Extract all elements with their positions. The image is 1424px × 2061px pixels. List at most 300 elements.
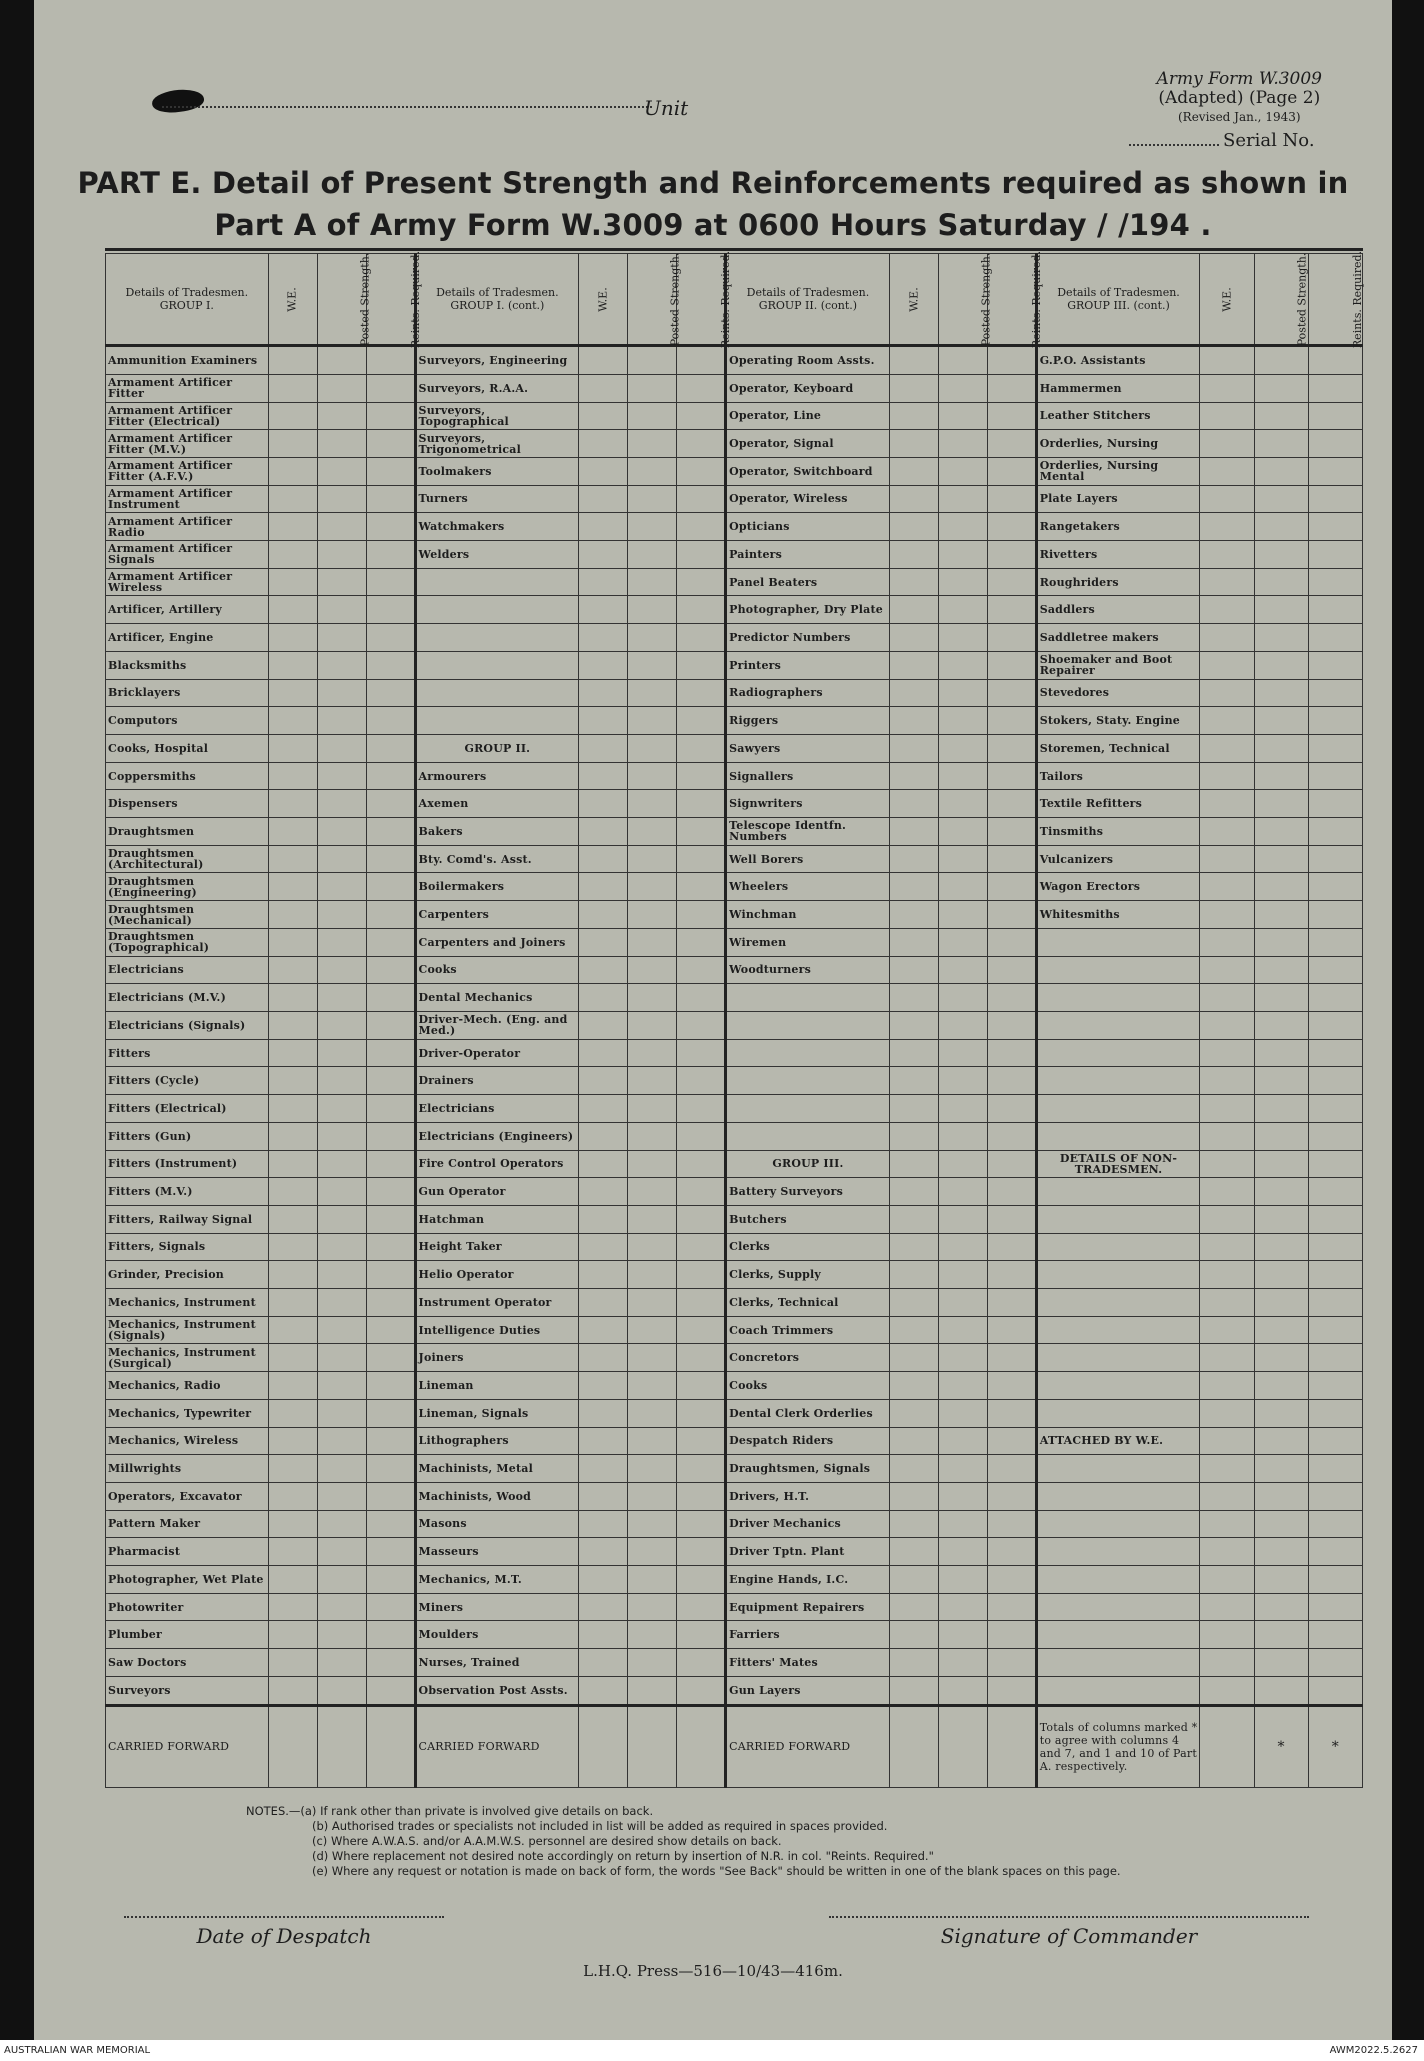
posted-strength-cell[interactable]: [938, 1205, 987, 1233]
reints-required-cell[interactable]: [677, 1372, 726, 1400]
posted-strength-cell[interactable]: [1254, 1289, 1308, 1317]
we-cell[interactable]: [889, 1150, 938, 1178]
we-cell[interactable]: [268, 513, 317, 541]
posted-strength-cell[interactable]: [317, 734, 366, 762]
reints-required-cell[interactable]: [1308, 734, 1362, 762]
posted-strength-cell[interactable]: [317, 1205, 366, 1233]
we-cell[interactable]: [1200, 1011, 1254, 1039]
posted-strength-cell[interactable]: [628, 1122, 677, 1150]
we-cell[interactable]: [1200, 1372, 1254, 1400]
we-cell[interactable]: [889, 790, 938, 818]
reints-required-cell[interactable]: [677, 513, 726, 541]
posted-strength-cell[interactable]: [1254, 679, 1308, 707]
we-cell[interactable]: [579, 818, 628, 846]
we-cell[interactable]: [579, 374, 628, 402]
reints-required-cell[interactable]: [366, 1178, 415, 1206]
posted-strength-cell[interactable]: [628, 790, 677, 818]
reints-required-cell[interactable]: [1308, 1316, 1362, 1344]
reints-required-cell[interactable]: [677, 1621, 726, 1649]
posted-strength-cell[interactable]: [628, 651, 677, 679]
posted-strength-cell[interactable]: [938, 1261, 987, 1289]
we-cell[interactable]: [268, 1067, 317, 1095]
we-cell[interactable]: [268, 1621, 317, 1649]
we-cell[interactable]: [889, 402, 938, 430]
posted-strength-cell[interactable]: [1254, 790, 1308, 818]
we-cell[interactable]: [579, 1067, 628, 1095]
reints-required-cell[interactable]: [677, 541, 726, 569]
posted-strength-cell[interactable]: [628, 1649, 677, 1677]
reints-required-cell[interactable]: *: [1308, 1705, 1362, 1787]
posted-strength-cell[interactable]: [1254, 651, 1308, 679]
posted-strength-cell[interactable]: [628, 1344, 677, 1372]
we-cell[interactable]: [1200, 1205, 1254, 1233]
reints-required-cell[interactable]: [987, 873, 1036, 901]
reints-required-cell[interactable]: [1308, 1372, 1362, 1400]
reints-required-cell[interactable]: [366, 679, 415, 707]
reints-required-cell[interactable]: [1308, 457, 1362, 485]
reints-required-cell[interactable]: [677, 762, 726, 790]
posted-strength-cell[interactable]: [938, 818, 987, 846]
reints-required-cell[interactable]: [366, 1205, 415, 1233]
reints-required-cell[interactable]: [366, 1566, 415, 1594]
we-cell[interactable]: [1200, 1538, 1254, 1566]
we-cell[interactable]: [579, 1095, 628, 1123]
reints-required-cell[interactable]: [366, 1399, 415, 1427]
reints-required-cell[interactable]: [1308, 901, 1362, 929]
we-cell[interactable]: [889, 1649, 938, 1677]
posted-strength-cell[interactable]: [317, 1261, 366, 1289]
posted-strength-cell[interactable]: [1254, 1316, 1308, 1344]
posted-strength-cell[interactable]: [317, 1095, 366, 1123]
reints-required-cell[interactable]: [987, 430, 1036, 458]
reints-required-cell[interactable]: [366, 1538, 415, 1566]
reints-required-cell[interactable]: [987, 1649, 1036, 1677]
posted-strength-cell[interactable]: [317, 901, 366, 929]
posted-strength-cell[interactable]: [938, 1150, 987, 1178]
reints-required-cell[interactable]: [1308, 1178, 1362, 1206]
posted-strength-cell[interactable]: [938, 1566, 987, 1594]
posted-strength-cell[interactable]: [1254, 845, 1308, 873]
posted-strength-cell[interactable]: [317, 346, 366, 375]
we-cell[interactable]: [268, 928, 317, 956]
posted-strength-cell[interactable]: [317, 1039, 366, 1067]
posted-strength-cell[interactable]: [1254, 346, 1308, 375]
reints-required-cell[interactable]: [366, 1039, 415, 1067]
we-cell[interactable]: [268, 624, 317, 652]
posted-strength-cell[interactable]: [628, 845, 677, 873]
we-cell[interactable]: [268, 1261, 317, 1289]
we-cell[interactable]: [268, 1372, 317, 1400]
reints-required-cell[interactable]: [366, 1261, 415, 1289]
posted-strength-cell[interactable]: [317, 651, 366, 679]
we-cell[interactable]: [889, 1122, 938, 1150]
reints-required-cell[interactable]: [987, 1344, 1036, 1372]
reints-required-cell[interactable]: [1308, 1233, 1362, 1261]
we-cell[interactable]: [579, 1621, 628, 1649]
we-cell[interactable]: [889, 1593, 938, 1621]
posted-strength-cell[interactable]: [628, 1178, 677, 1206]
posted-strength-cell[interactable]: [938, 1122, 987, 1150]
reints-required-cell[interactable]: [366, 1344, 415, 1372]
reints-required-cell[interactable]: [987, 1593, 1036, 1621]
posted-strength-cell[interactable]: [938, 1455, 987, 1483]
posted-strength-cell[interactable]: [317, 1372, 366, 1400]
posted-strength-cell[interactable]: [1254, 1455, 1308, 1483]
posted-strength-cell[interactable]: [317, 1316, 366, 1344]
we-cell[interactable]: [579, 928, 628, 956]
we-cell[interactable]: [1200, 1593, 1254, 1621]
reints-required-cell[interactable]: [677, 568, 726, 596]
posted-strength-cell[interactable]: [628, 1593, 677, 1621]
posted-strength-cell[interactable]: [628, 734, 677, 762]
posted-strength-cell[interactable]: [628, 457, 677, 485]
we-cell[interactable]: [889, 457, 938, 485]
we-cell[interactable]: [889, 901, 938, 929]
reints-required-cell[interactable]: [677, 734, 726, 762]
posted-strength-cell[interactable]: [628, 624, 677, 652]
reints-required-cell[interactable]: [1308, 1150, 1362, 1178]
we-cell[interactable]: [268, 346, 317, 375]
we-cell[interactable]: [268, 790, 317, 818]
posted-strength-cell[interactable]: [1254, 956, 1308, 984]
posted-strength-cell[interactable]: [317, 873, 366, 901]
reints-required-cell[interactable]: [677, 1067, 726, 1095]
we-cell[interactable]: [579, 1566, 628, 1594]
we-cell[interactable]: [579, 1538, 628, 1566]
reints-required-cell[interactable]: [366, 873, 415, 901]
reints-required-cell[interactable]: [366, 1095, 415, 1123]
reints-required-cell[interactable]: [987, 845, 1036, 873]
reints-required-cell[interactable]: [987, 901, 1036, 929]
reints-required-cell[interactable]: [1308, 1538, 1362, 1566]
reints-required-cell[interactable]: [677, 1593, 726, 1621]
reints-required-cell[interactable]: [987, 1316, 1036, 1344]
posted-strength-cell[interactable]: [317, 1233, 366, 1261]
we-cell[interactable]: [1200, 651, 1254, 679]
we-cell[interactable]: [268, 984, 317, 1012]
posted-strength-cell[interactable]: [938, 901, 987, 929]
we-cell[interactable]: [268, 1455, 317, 1483]
we-cell[interactable]: [579, 984, 628, 1012]
posted-strength-cell[interactable]: [628, 374, 677, 402]
we-cell[interactable]: [889, 1427, 938, 1455]
we-cell[interactable]: [1200, 1261, 1254, 1289]
posted-strength-cell[interactable]: [317, 1399, 366, 1427]
reints-required-cell[interactable]: [677, 956, 726, 984]
posted-strength-cell[interactable]: [938, 1011, 987, 1039]
reints-required-cell[interactable]: [1308, 707, 1362, 735]
we-cell[interactable]: [579, 845, 628, 873]
posted-strength-cell[interactable]: [628, 513, 677, 541]
posted-strength-cell[interactable]: [938, 873, 987, 901]
we-cell[interactable]: [268, 1593, 317, 1621]
reints-required-cell[interactable]: [987, 1011, 1036, 1039]
reints-required-cell[interactable]: [987, 928, 1036, 956]
posted-strength-cell[interactable]: [628, 1067, 677, 1095]
posted-strength-cell[interactable]: [628, 1538, 677, 1566]
reints-required-cell[interactable]: [987, 1510, 1036, 1538]
posted-strength-cell[interactable]: [938, 1593, 987, 1621]
reints-required-cell[interactable]: [987, 513, 1036, 541]
reints-required-cell[interactable]: [1308, 485, 1362, 513]
we-cell[interactable]: [1200, 1705, 1254, 1787]
reints-required-cell[interactable]: [677, 1566, 726, 1594]
reints-required-cell[interactable]: [1308, 928, 1362, 956]
posted-strength-cell[interactable]: [938, 1482, 987, 1510]
reints-required-cell[interactable]: [677, 1178, 726, 1206]
posted-strength-cell[interactable]: [628, 1427, 677, 1455]
we-cell[interactable]: [268, 1538, 317, 1566]
reints-required-cell[interactable]: [987, 1399, 1036, 1427]
posted-strength-cell[interactable]: [317, 541, 366, 569]
we-cell[interactable]: [1200, 1566, 1254, 1594]
we-cell[interactable]: [889, 845, 938, 873]
reints-required-cell[interactable]: [987, 1455, 1036, 1483]
we-cell[interactable]: [268, 956, 317, 984]
posted-strength-cell[interactable]: [628, 762, 677, 790]
posted-strength-cell[interactable]: [628, 568, 677, 596]
reints-required-cell[interactable]: [987, 1150, 1036, 1178]
posted-strength-cell[interactable]: [628, 1705, 677, 1787]
we-cell[interactable]: [889, 818, 938, 846]
we-cell[interactable]: [268, 541, 317, 569]
we-cell[interactable]: [889, 984, 938, 1012]
posted-strength-cell[interactable]: [938, 541, 987, 569]
posted-strength-cell[interactable]: [938, 1039, 987, 1067]
posted-strength-cell[interactable]: [938, 1289, 987, 1317]
posted-strength-cell[interactable]: [317, 1538, 366, 1566]
reints-required-cell[interactable]: [1308, 624, 1362, 652]
reints-required-cell[interactable]: [366, 596, 415, 624]
reints-required-cell[interactable]: [987, 1039, 1036, 1067]
posted-strength-cell[interactable]: [1254, 1122, 1308, 1150]
reints-required-cell[interactable]: [987, 1482, 1036, 1510]
posted-strength-cell[interactable]: [628, 679, 677, 707]
reints-required-cell[interactable]: [677, 651, 726, 679]
reints-required-cell[interactable]: [1308, 1344, 1362, 1372]
posted-strength-cell[interactable]: [938, 430, 987, 458]
posted-strength-cell[interactable]: [317, 1344, 366, 1372]
we-cell[interactable]: [579, 873, 628, 901]
we-cell[interactable]: [1200, 1122, 1254, 1150]
reints-required-cell[interactable]: [366, 1510, 415, 1538]
reints-required-cell[interactable]: [1308, 1427, 1362, 1455]
reints-required-cell[interactable]: [987, 1427, 1036, 1455]
reints-required-cell[interactable]: [677, 818, 726, 846]
posted-strength-cell[interactable]: [317, 596, 366, 624]
posted-strength-cell[interactable]: [938, 734, 987, 762]
reints-required-cell[interactable]: [987, 541, 1036, 569]
posted-strength-cell[interactable]: [1254, 901, 1308, 929]
reints-required-cell[interactable]: [1308, 1095, 1362, 1123]
posted-strength-cell[interactable]: [1254, 1593, 1308, 1621]
reints-required-cell[interactable]: [366, 1122, 415, 1150]
we-cell[interactable]: [579, 1178, 628, 1206]
we-cell[interactable]: [579, 734, 628, 762]
we-cell[interactable]: [579, 1705, 628, 1787]
we-cell[interactable]: [889, 1011, 938, 1039]
reints-required-cell[interactable]: [677, 596, 726, 624]
posted-strength-cell[interactable]: [938, 485, 987, 513]
we-cell[interactable]: [579, 1482, 628, 1510]
we-cell[interactable]: [579, 1427, 628, 1455]
reints-required-cell[interactable]: [677, 1205, 726, 1233]
we-cell[interactable]: [268, 1344, 317, 1372]
we-cell[interactable]: [889, 1233, 938, 1261]
we-cell[interactable]: [579, 346, 628, 375]
posted-strength-cell[interactable]: [938, 1538, 987, 1566]
reints-required-cell[interactable]: [366, 1067, 415, 1095]
reints-required-cell[interactable]: [366, 541, 415, 569]
posted-strength-cell[interactable]: [938, 1067, 987, 1095]
we-cell[interactable]: [579, 1344, 628, 1372]
we-cell[interactable]: [1200, 762, 1254, 790]
reints-required-cell[interactable]: [677, 1011, 726, 1039]
reints-required-cell[interactable]: [987, 1261, 1036, 1289]
reints-required-cell[interactable]: [677, 1427, 726, 1455]
posted-strength-cell[interactable]: [628, 596, 677, 624]
reints-required-cell[interactable]: [987, 984, 1036, 1012]
we-cell[interactable]: [1200, 485, 1254, 513]
posted-strength-cell[interactable]: [938, 624, 987, 652]
reints-required-cell[interactable]: [1308, 1510, 1362, 1538]
we-cell[interactable]: [889, 624, 938, 652]
we-cell[interactable]: [1200, 1455, 1254, 1483]
posted-strength-cell[interactable]: [317, 818, 366, 846]
posted-strength-cell[interactable]: [1254, 402, 1308, 430]
reints-required-cell[interactable]: [677, 845, 726, 873]
reints-required-cell[interactable]: [987, 1705, 1036, 1787]
reints-required-cell[interactable]: [1308, 513, 1362, 541]
we-cell[interactable]: [268, 1122, 317, 1150]
reints-required-cell[interactable]: [366, 1482, 415, 1510]
reints-required-cell[interactable]: [677, 1649, 726, 1677]
posted-strength-cell[interactable]: [1254, 928, 1308, 956]
we-cell[interactable]: [1200, 541, 1254, 569]
we-cell[interactable]: [579, 679, 628, 707]
we-cell[interactable]: [579, 790, 628, 818]
we-cell[interactable]: [889, 1205, 938, 1233]
we-cell[interactable]: [889, 1399, 938, 1427]
we-cell[interactable]: [579, 596, 628, 624]
reints-required-cell[interactable]: [1308, 1289, 1362, 1317]
reints-required-cell[interactable]: [677, 984, 726, 1012]
we-cell[interactable]: [579, 1233, 628, 1261]
reints-required-cell[interactable]: [1308, 818, 1362, 846]
posted-strength-cell[interactable]: [938, 1316, 987, 1344]
we-cell[interactable]: [1200, 1649, 1254, 1677]
posted-strength-cell[interactable]: [938, 762, 987, 790]
we-cell[interactable]: [1200, 1095, 1254, 1123]
posted-strength-cell[interactable]: [938, 374, 987, 402]
we-cell[interactable]: [889, 956, 938, 984]
we-cell[interactable]: [889, 1344, 938, 1372]
we-cell[interactable]: [1200, 707, 1254, 735]
reints-required-cell[interactable]: [987, 1621, 1036, 1649]
posted-strength-cell[interactable]: [1254, 1566, 1308, 1594]
we-cell[interactable]: [1200, 596, 1254, 624]
we-cell[interactable]: [1200, 1178, 1254, 1206]
posted-strength-cell[interactable]: [317, 568, 366, 596]
posted-strength-cell[interactable]: [317, 1455, 366, 1483]
reints-required-cell[interactable]: [366, 1372, 415, 1400]
posted-strength-cell[interactable]: [938, 1399, 987, 1427]
reints-required-cell[interactable]: [987, 346, 1036, 375]
we-cell[interactable]: [268, 818, 317, 846]
reints-required-cell[interactable]: [677, 679, 726, 707]
we-cell[interactable]: [1200, 1399, 1254, 1427]
reints-required-cell[interactable]: [366, 845, 415, 873]
posted-strength-cell[interactable]: [1254, 430, 1308, 458]
reints-required-cell[interactable]: [677, 873, 726, 901]
posted-strength-cell[interactable]: [1254, 707, 1308, 735]
posted-strength-cell[interactable]: [1254, 1233, 1308, 1261]
posted-strength-cell[interactable]: [317, 374, 366, 402]
reints-required-cell[interactable]: [677, 1150, 726, 1178]
posted-strength-cell[interactable]: [938, 402, 987, 430]
reints-required-cell[interactable]: [1308, 346, 1362, 375]
we-cell[interactable]: [579, 1372, 628, 1400]
we-cell[interactable]: [1200, 928, 1254, 956]
reints-required-cell[interactable]: [366, 1150, 415, 1178]
we-cell[interactable]: [889, 374, 938, 402]
reints-required-cell[interactable]: [366, 818, 415, 846]
reints-required-cell[interactable]: [366, 956, 415, 984]
we-cell[interactable]: [579, 1316, 628, 1344]
reints-required-cell[interactable]: [366, 485, 415, 513]
reints-required-cell[interactable]: [987, 790, 1036, 818]
we-cell[interactable]: [1200, 790, 1254, 818]
posted-strength-cell[interactable]: [628, 1455, 677, 1483]
posted-strength-cell[interactable]: [1254, 513, 1308, 541]
reints-required-cell[interactable]: [1308, 1676, 1362, 1705]
posted-strength-cell[interactable]: [628, 1316, 677, 1344]
we-cell[interactable]: [579, 956, 628, 984]
reints-required-cell[interactable]: [366, 568, 415, 596]
we-cell[interactable]: [1200, 679, 1254, 707]
we-cell[interactable]: [889, 568, 938, 596]
posted-strength-cell[interactable]: [1254, 1039, 1308, 1067]
posted-strength-cell[interactable]: [1254, 457, 1308, 485]
reints-required-cell[interactable]: [366, 1233, 415, 1261]
posted-strength-cell[interactable]: [1254, 984, 1308, 1012]
we-cell[interactable]: [889, 707, 938, 735]
posted-strength-cell[interactable]: [938, 790, 987, 818]
reints-required-cell[interactable]: [677, 346, 726, 375]
we-cell[interactable]: [579, 707, 628, 735]
posted-strength-cell[interactable]: [938, 1178, 987, 1206]
we-cell[interactable]: [268, 1316, 317, 1344]
we-cell[interactable]: [579, 541, 628, 569]
posted-strength-cell[interactable]: [1254, 1344, 1308, 1372]
we-cell[interactable]: [268, 1205, 317, 1233]
reints-required-cell[interactable]: [677, 707, 726, 735]
reints-required-cell[interactable]: [987, 596, 1036, 624]
posted-strength-cell[interactable]: [628, 1399, 677, 1427]
posted-strength-cell[interactable]: [628, 984, 677, 1012]
we-cell[interactable]: [889, 928, 938, 956]
posted-strength-cell[interactable]: [938, 845, 987, 873]
reints-required-cell[interactable]: [1308, 1621, 1362, 1649]
we-cell[interactable]: [889, 1705, 938, 1787]
reints-required-cell[interactable]: [1308, 1067, 1362, 1095]
posted-strength-cell[interactable]: [1254, 1372, 1308, 1400]
we-cell[interactable]: [268, 873, 317, 901]
we-cell[interactable]: [1200, 1510, 1254, 1538]
reints-required-cell[interactable]: [1308, 1205, 1362, 1233]
we-cell[interactable]: [579, 402, 628, 430]
reints-required-cell[interactable]: [987, 624, 1036, 652]
